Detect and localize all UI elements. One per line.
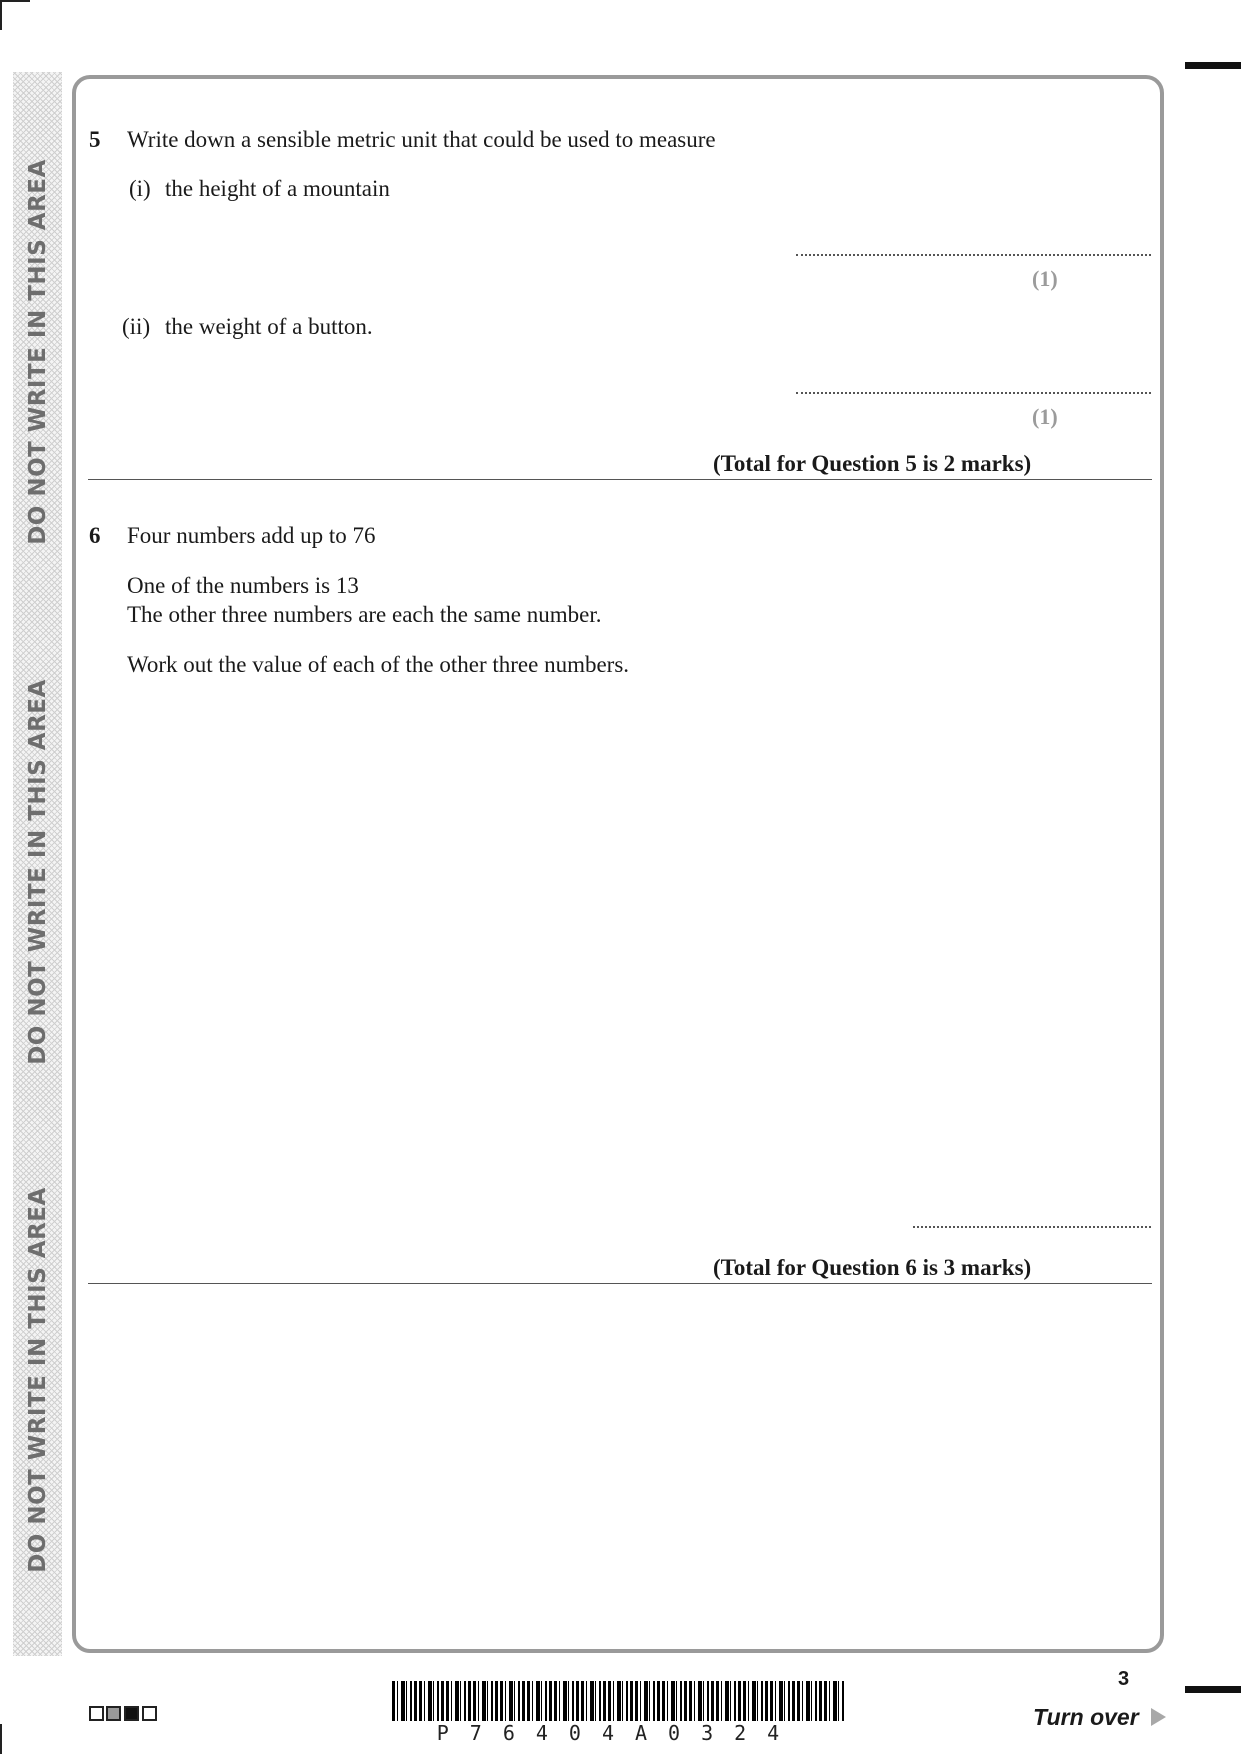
question-5-part-ii-mark: (1): [1032, 404, 1058, 429]
registration-bar-top: [1185, 62, 1241, 69]
question-5-part-ii-label: (ii): [122, 314, 151, 339]
question-5-divider: [88, 479, 1152, 480]
question-5-number: 5: [89, 127, 101, 152]
question-5-total: (Total for Question 5 is 2 marks): [713, 451, 1032, 476]
crop-mark-bottom-left: [0, 1724, 2, 1754]
turn-over-arrow-icon: [1151, 1708, 1166, 1726]
question-6-line-2: One of the numbers is 13: [127, 573, 359, 598]
question-5-part-i-label: (i): [129, 176, 151, 201]
answer-frame: [72, 75, 1164, 1653]
crop-mark-top-left-horizontal: [0, 0, 30, 2]
crop-mark-top-left-vertical: [0, 0, 2, 30]
question-5-stem: Write down a sensible metric unit that could be used to measure: [127, 127, 716, 152]
turn-over-label: Turn over: [1033, 1704, 1139, 1730]
footer-square-4: [142, 1706, 157, 1721]
question-6-line-1: Four numbers add up to 76: [127, 523, 376, 548]
barcode: [392, 1681, 845, 1721]
question-5-part-ii-text: the weight of a button.: [165, 314, 373, 339]
question-5-part-ii-answer-line[interactable]: [796, 392, 1151, 394]
question-5-part-i-mark: (1): [1032, 266, 1058, 291]
question-5-part-i-answer-line[interactable]: [796, 254, 1151, 256]
footer-square-3: [124, 1706, 139, 1721]
question-6-answer-line[interactable]: [913, 1226, 1151, 1228]
registration-bar-bottom: [1185, 1686, 1241, 1693]
page-number: 3: [1118, 1668, 1130, 1690]
question-5-part-i-text: the height of a mountain: [165, 176, 390, 201]
question-6-total: (Total for Question 6 is 3 marks): [713, 1255, 1032, 1280]
question-6-number: 6: [89, 523, 101, 548]
question-6-line-4: Work out the value of each of the other three numbers.: [127, 652, 630, 677]
question-6-line-3: The other three numbers are each the same number.: [127, 602, 602, 627]
barcode-text: P76404A0324: [436, 1721, 801, 1745]
question-6-divider: [88, 1283, 1152, 1284]
footer-square-1: [89, 1706, 104, 1721]
footer-square-2: [106, 1706, 121, 1721]
